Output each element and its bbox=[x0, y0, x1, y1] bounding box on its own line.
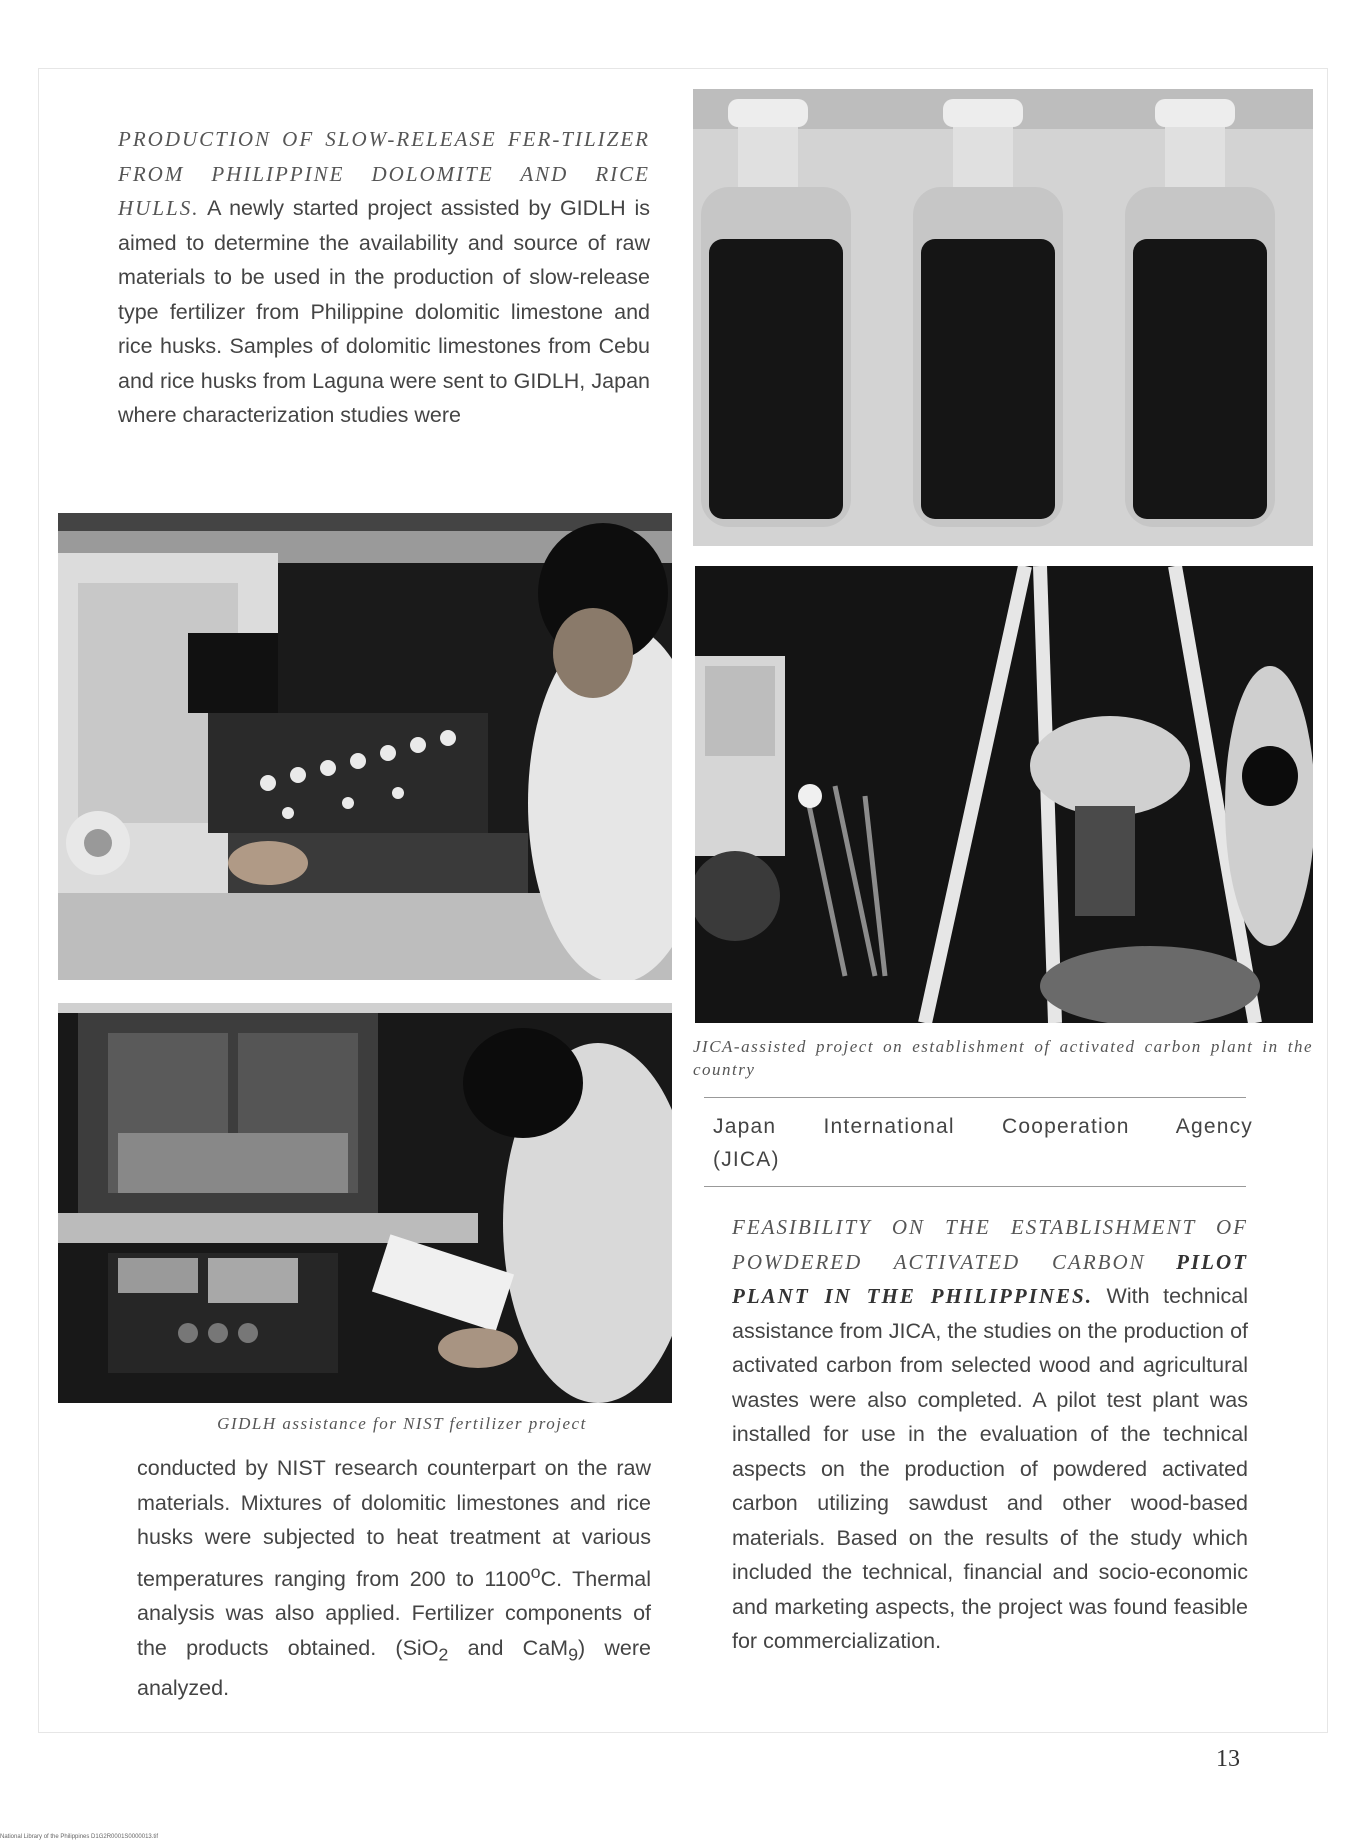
photo-fertilizer-project-technician bbox=[58, 1003, 672, 1403]
archive-footer: National Library of the Philippines D1G2R0001S0000013.tif bbox=[0, 1834, 159, 1840]
right-section-heading: FEASIBILITY ON THE ESTABLISHMENT OF POWDERED ACTIVATED CARBON bbox=[732, 1215, 1248, 1274]
photo-activated-carbon-bottles bbox=[693, 89, 1313, 546]
right-section-heading-bold: PILOT PLANT IN THE PHILIPPINES. bbox=[732, 1249, 1248, 1308]
right-section-paragraph: With technical assistance from JICA, the studies on the production of activated carbon from selected wood and agricultural wastes were also completed. A pilot test plant was installed for use in the evaluation of the technical aspects on the production of powdered activated carbon utilizing sawdust and other wood-based materials. Based on the results of the study which included the technical, financial and socio-economic and marketing aspects, the project was found feasible for commercialization. bbox=[732, 1284, 1248, 1653]
left-section-heading: PRODUCTION OF SLOW-RELEASE FER-TILIZER FROM PHILIPPINE DOLOMITE AND RICE HULLS. bbox=[118, 127, 650, 220]
right-photo-caption-text: JICA-assisted project on establishment of activated carbon plant in the country bbox=[693, 1037, 1313, 1079]
degree-superscript: o bbox=[530, 1561, 541, 1582]
right-photo-caption bbox=[693, 1035, 1313, 1081]
right-section-text bbox=[732, 1210, 1248, 1659]
left-intro-paragraph: A newly started project assisted by GIDLH is aimed to determine the availability and source of raw materials to be used in the production of slow-release type fertilizer from Philippine dolomitic limestone and rice husks. Samples of dolomitic limestones from Cebu and rice husks from Laguna were sent to GIDLH, Japan where characterization studies were bbox=[118, 196, 650, 427]
left-continued-part3: and CaM bbox=[448, 1635, 569, 1660]
left-continued-text bbox=[137, 1451, 651, 1706]
agency-name-block bbox=[713, 1110, 1253, 1176]
agency-bottom-rule bbox=[704, 1186, 1246, 1187]
agency-name: Japan International Cooperation Agency (JICA) bbox=[713, 1115, 1253, 1171]
left-continued-part1: conducted by NIST research counterpart on the raw materials. Mixtures of dolomitic limestones and rice husks were subjected to heat treatment at various temperatures ranging from 200 to 1100 bbox=[137, 1456, 651, 1591]
left-continued-part4: ) were analyzed. bbox=[137, 1635, 651, 1701]
photo-activated-carbon-plant bbox=[695, 566, 1313, 1023]
photo-lab-equipment-operator bbox=[58, 513, 672, 980]
cam9-subscript: 9 bbox=[568, 1643, 579, 1664]
left-photo-caption bbox=[172, 1412, 632, 1435]
agency-top-rule bbox=[704, 1097, 1246, 1098]
left-intro-text bbox=[118, 122, 650, 433]
page-number: 13 bbox=[1216, 1746, 1240, 1772]
left-continued-part2: C. Thermal analysis was also applied. Fertilizer components of the products obtained. (SiO bbox=[137, 1566, 652, 1660]
left-photo-caption-text: GIDLH assistance for NIST fertilizer project bbox=[217, 1414, 587, 1433]
sio2-subscript: 2 bbox=[438, 1643, 449, 1664]
